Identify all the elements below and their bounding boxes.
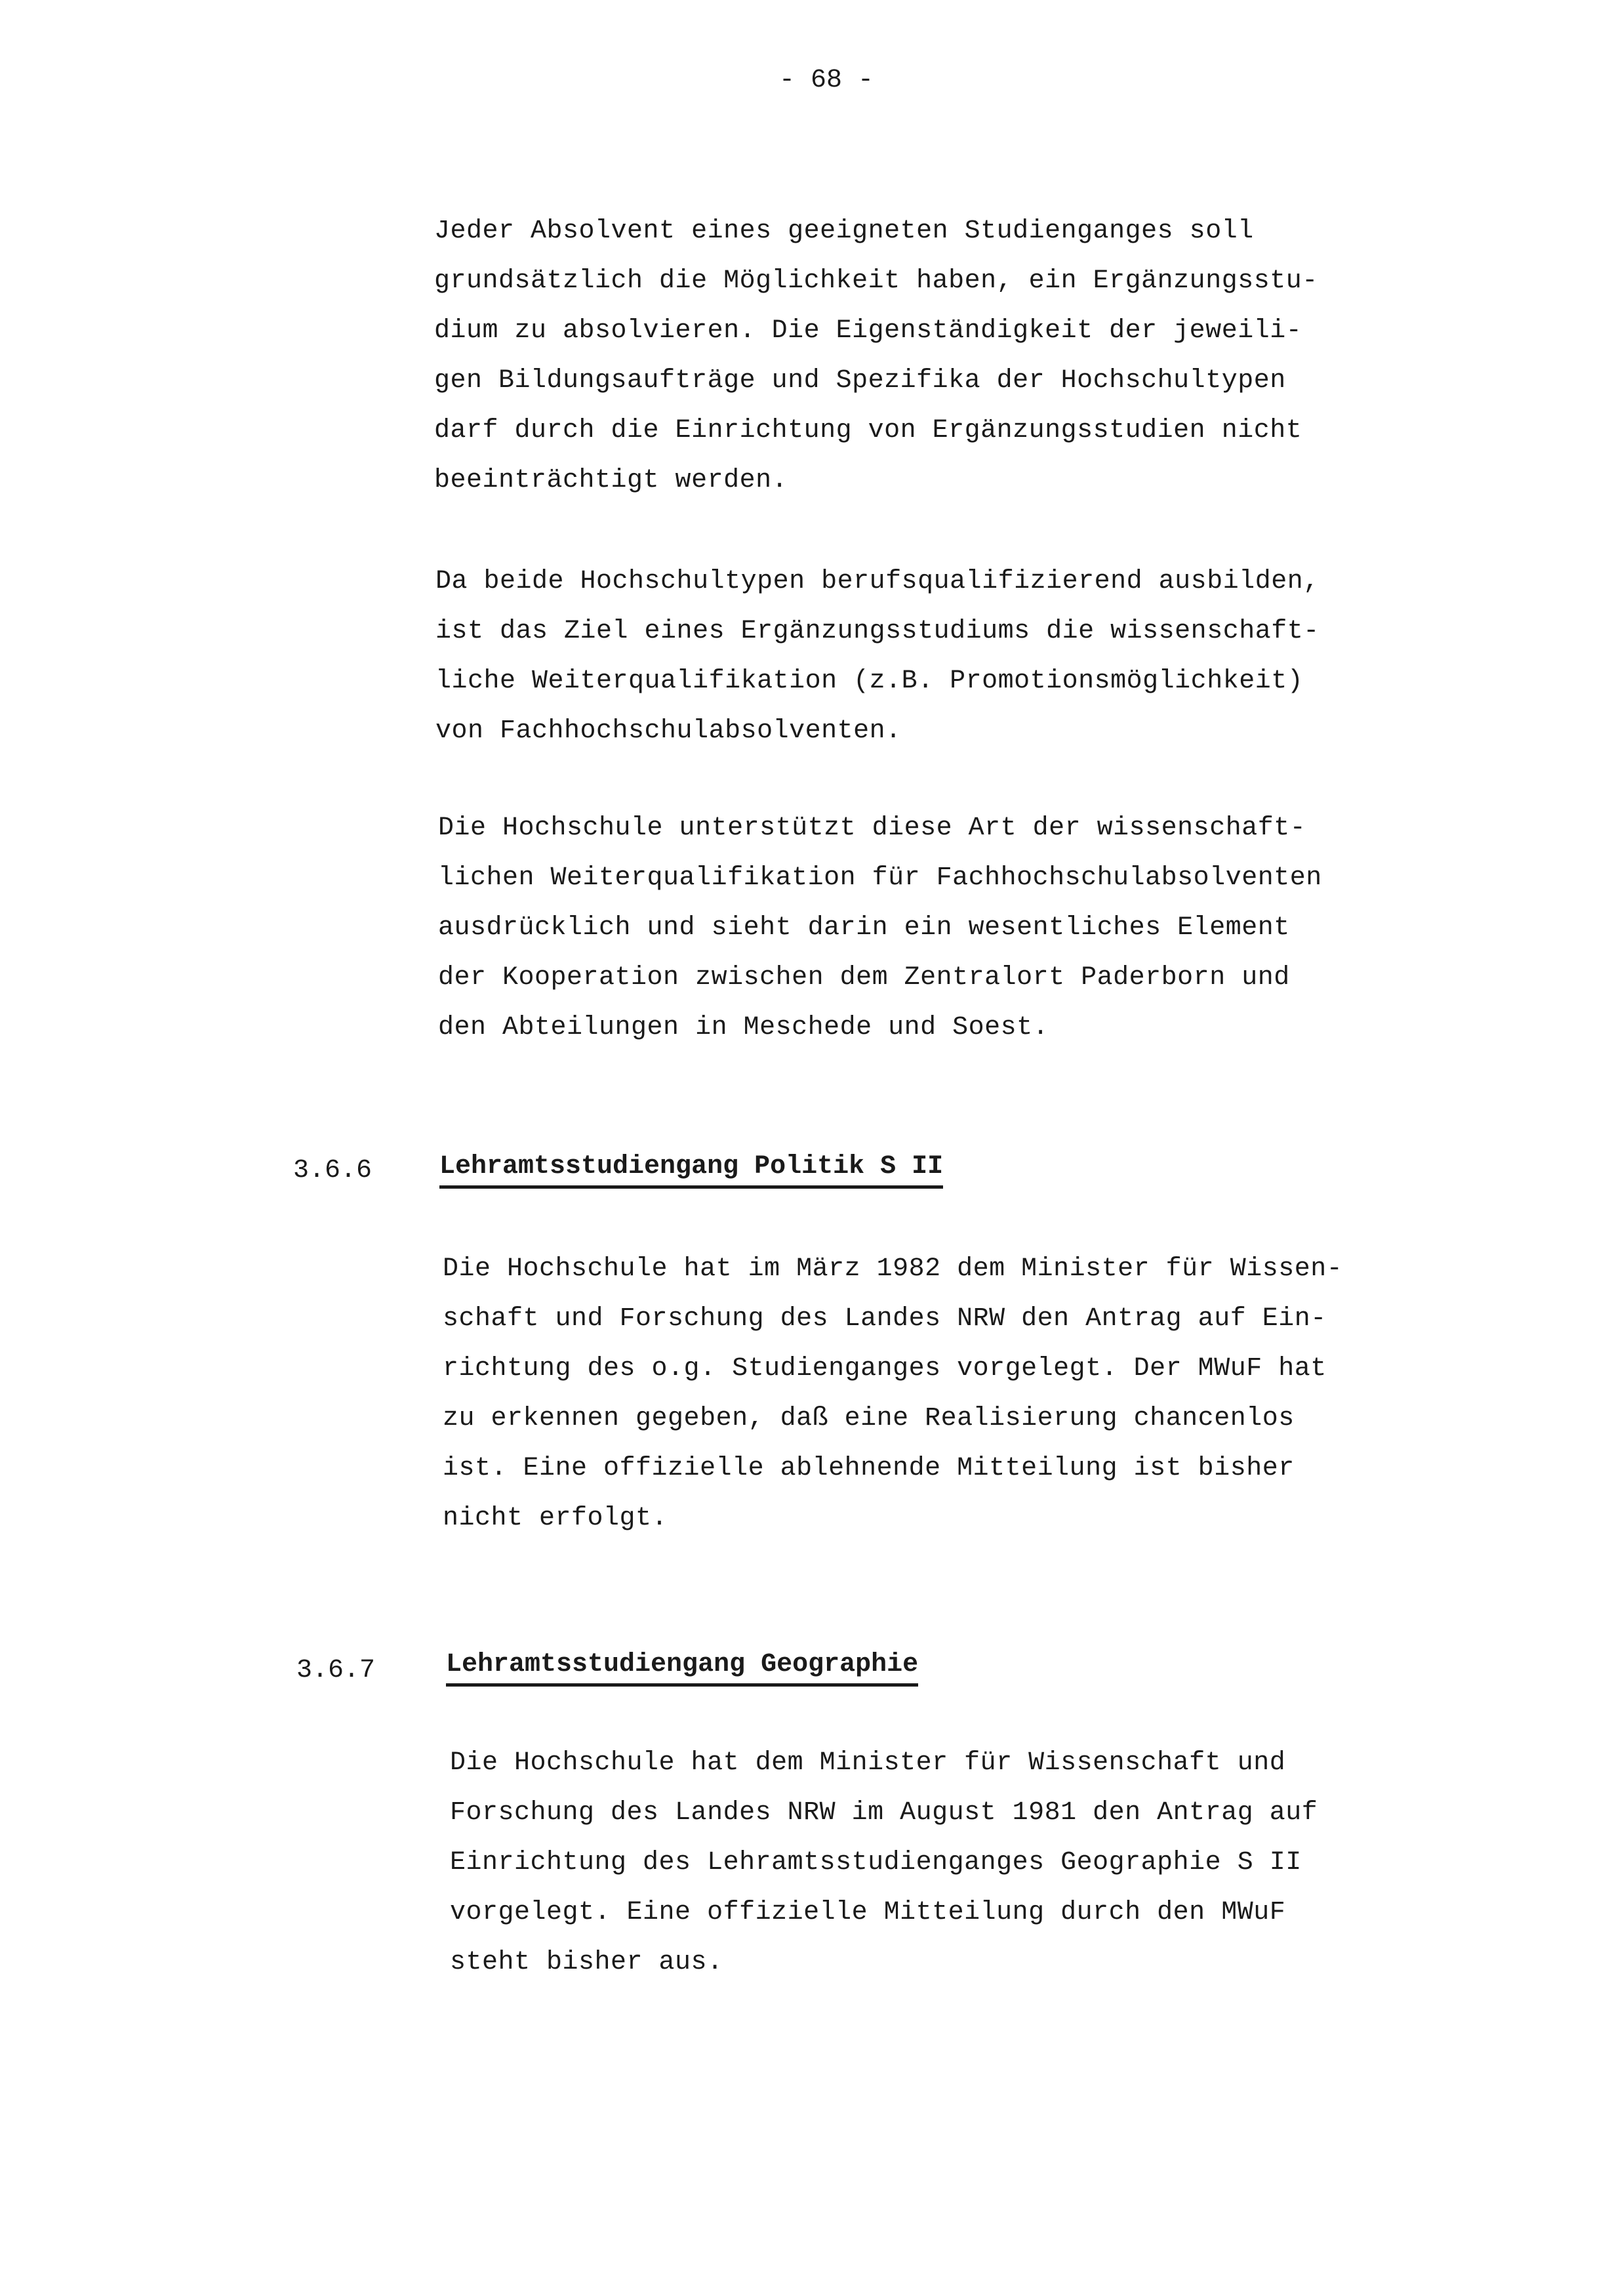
text-line: liche Weiterqualifikation (z.B. Promotionsmöglichkeit): [435, 666, 1304, 696]
section-paragraph: [450, 1738, 1318, 1988]
text-line: Die Hochschule hat im März 1982 dem Minister für Wissen-: [443, 1254, 1343, 1284]
paragraph-1: [434, 207, 1318, 506]
text-line: der Kooperation zwischen dem Zentralort Paderborn und: [438, 963, 1290, 993]
page-number: - 68 -: [778, 66, 874, 95]
section-number: 3.6.7: [296, 1656, 376, 1685]
text-line: gen Bildungsaufträge und Spezifika der Hochschultypen: [434, 366, 1286, 396]
text-line: zu erkennen gegeben, daß eine Realisierung chancenlos: [443, 1404, 1295, 1433]
text-line: richtung des o.g. Studienganges vorgelegt. Der MWuF hat: [443, 1354, 1327, 1384]
text-line: ausdrücklich und sieht darin ein wesentliches Element: [438, 913, 1290, 943]
section-paragraph: [443, 1244, 1342, 1544]
paragraph-2: [435, 557, 1320, 756]
text-line: Die Hochschule unterstützt diese Art der wissenschaft-: [438, 813, 1306, 843]
paragraph-3: [438, 804, 1322, 1053]
text-line: ist. Eine offizielle ablehnende Mitteilung ist bisher: [443, 1454, 1295, 1483]
text-line: lichen Weiterqualifikation für Fachhochschulabsolventen: [438, 863, 1322, 893]
text-line: nicht erfolgt.: [443, 1504, 668, 1533]
text-line: steht bisher aus.: [450, 1948, 723, 1977]
text-line: Einrichtung des Lehramtsstudienganges Geographie S II: [450, 1848, 1302, 1877]
text-line: den Abteilungen in Meschede und Soest.: [438, 1013, 1049, 1042]
section-title: Lehramtsstudiengang Politik S II: [439, 1152, 943, 1189]
text-line: schaft und Forschung des Landes NRW den Antrag auf Ein-: [443, 1304, 1327, 1334]
text-line: Jeder Absolvent eines geeigneten Studienganges soll: [434, 216, 1254, 246]
text-line: ist das Ziel eines Ergänzungsstudiums die wissenschaft-: [435, 617, 1320, 646]
section-title: Lehramtsstudiengang Geographie: [446, 1650, 918, 1687]
text-line: Forschung des Landes NRW im August 1981 den Antrag auf: [450, 1798, 1318, 1828]
text-line: grundsätzlich die Möglichkeit haben, ein Ergänzungsstu-: [434, 266, 1318, 296]
text-line: Die Hochschule hat dem Minister für Wissenschaft und: [450, 1748, 1286, 1778]
text-line: darf durch die Einrichtung von Ergänzungsstudien nicht: [434, 416, 1302, 445]
text-line: dium zu absolvieren. Die Eigenständigkeit der jeweili-: [434, 316, 1302, 346]
text-line: Da beide Hochschultypen berufsqualifizierend ausbilden,: [435, 567, 1320, 596]
text-line: beeinträchtigt werden.: [434, 466, 788, 495]
text-line: vorgelegt. Eine offizielle Mitteilung durch den MWuF: [450, 1898, 1286, 1927]
section-number: 3.6.6: [293, 1156, 373, 1185]
text-line: von Fachhochschulabsolventen.: [435, 716, 902, 746]
